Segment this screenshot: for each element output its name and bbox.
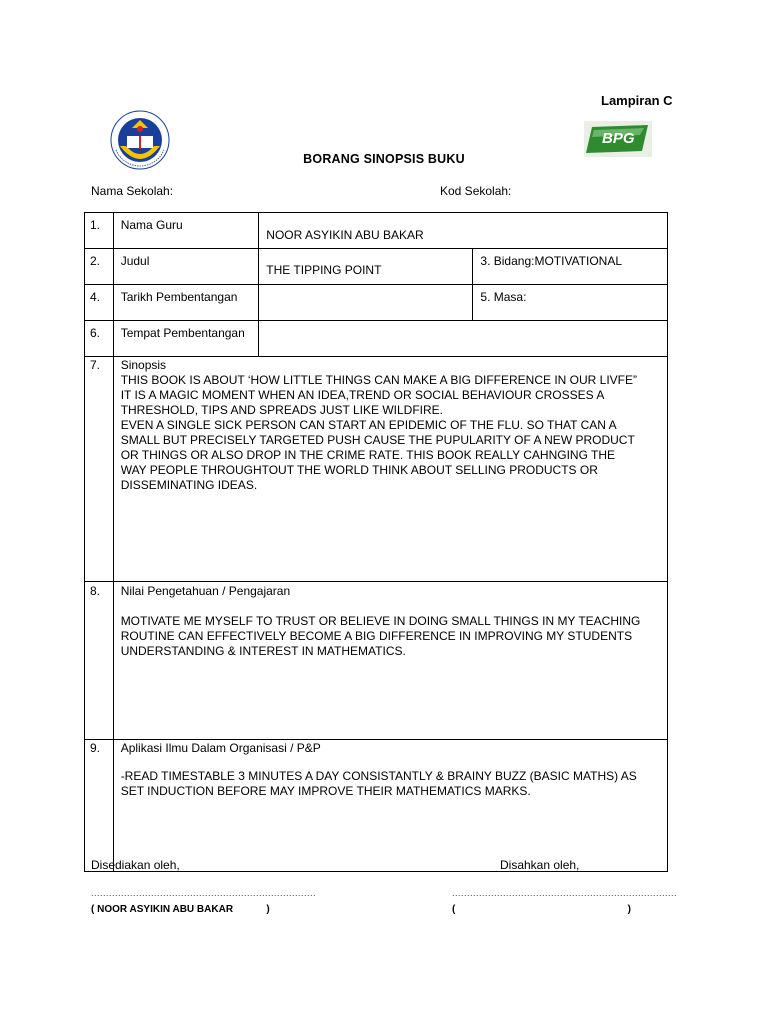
disahkan-label: Disahkan oleh, [500,858,580,872]
tarikh-value-cell [259,285,473,321]
table-row [85,321,668,357]
sinopsis-line: THIS BOOK IS ABOUT ‘HOW LITTLE THINGS CAN MAKE A BIG DIFFERENCE IN OUR LIVFE” [120,373,637,387]
sinopsis-line: DISSEMINATING IDEAS. [120,478,258,492]
sinopsis-label: Sinopsis [120,358,167,372]
nama-guru-value-cell [259,213,668,249]
approved-by-name: ( ) [452,904,631,915]
aplikasi-line: SET INDUCTION BEFORE MAY IMPROVE THEIR MATHEMATICS MARKS. [120,784,531,798]
kod-sekolah-label: Kod Sekolah: [440,184,512,198]
bidang-field: 3. Bidang:MOTIVATIONAL [473,249,668,285]
nilai-label: Nilai Pengetahuan / Pengajaran [120,584,291,598]
nama-sekolah-label: Nama Sekolah: [91,184,174,198]
table-row [85,582,668,740]
table-row [85,740,668,872]
masa-field: 5. Masa: [473,285,668,321]
nilai-line: ROUTINE CAN EFFECTIVELY BECOME A BIG DIFFERENCE IN IMPROVING MY STUDENTS [120,629,633,643]
row-number: 1. [85,213,114,249]
nilai-line: MOTIVATE ME MYSELF TO TRUST OR BELIEVE IN DOING SMALL THINGS IN MY TEACHING [120,614,641,628]
row-number: 4. [85,285,114,321]
sinopsis-line: IT IS A MAGIC MOMENT WHEN AN IDEA,TREND OR SOCIAL BEHAVIOUR CROSSES A [120,388,605,402]
row-number: 7. [85,357,114,582]
tempat-value-cell [259,321,668,357]
prepared-signature-line: ........................................................................... [91,888,317,898]
table-row [85,249,668,285]
tarikh-label: Tarikh Pembentangan [113,285,259,321]
nilai-line: UNDERSTANDING & INTEREST IN MATHEMATICS. [120,644,406,658]
judul-label: Judul [113,249,259,285]
row-number: 9. [85,740,114,872]
row-number: 6. [85,321,114,357]
disediakan-label: Disediakan oleh, [91,858,180,872]
nama-guru-value: NOOR ASYIKIN ABU BAKAR [266,228,424,242]
judul-value-cell [259,249,473,285]
approved-signature-line: ........................................................................... [452,888,678,898]
sinopsis-line: EVEN A SINGLE SICK PERSON CAN START AN EPIDEMIC OF THE FLU. SO THAT CAN A [120,418,617,432]
table-row [85,357,668,582]
synopsis-form-table [84,212,668,872]
table-row [85,285,668,321]
aplikasi-line: -READ TIMESTABLE 3 MINUTES A DAY CONSISTANTLY & BRAINY BUZZ (BASIC MATHS) AS [120,769,637,783]
tempat-label: Tempat Pembentangan [113,321,259,357]
aplikasi-label: Aplikasi Ilmu Dalam Organisasi / P&P [120,741,321,755]
sinopsis-line: WAY PEOPLE THROUGHTOUT THE WORLD THINK ABOUT SELLING PRODUCTS OR [120,463,598,477]
prepared-by-name: ( NOOR ASYIKIN ABU BAKAR ) [91,904,270,915]
lampiran-label: Lampiran C [601,93,673,108]
nama-guru-label: Nama Guru [113,213,259,249]
row-number: 8. [85,582,114,740]
aplikasi-cell [113,740,667,872]
sinopsis-cell [113,357,667,582]
bpg-logo-text: BPG [602,130,635,147]
row-number: 2. [85,249,114,285]
judul-value: THE TIPPING POINT [266,263,382,277]
form-title: BORANG SINOPSIS BUKU [303,152,465,166]
nilai-cell [113,582,667,740]
table-row [85,213,668,249]
sinopsis-line: THRESHOLD, TIPS AND SPREADS JUST LIKE WILDFIRE. [120,403,443,417]
sinopsis-line: SMALL BUT PRECISELY TARGETED PUSH CAUSE THE PUPULARITY OF A NEW PRODUCT [120,433,635,447]
sinopsis-line: OR THINGS OR ALSO DROP IN THE CRIME RATE. THIS BOOK REALLY CAHNGING THE [120,448,616,462]
